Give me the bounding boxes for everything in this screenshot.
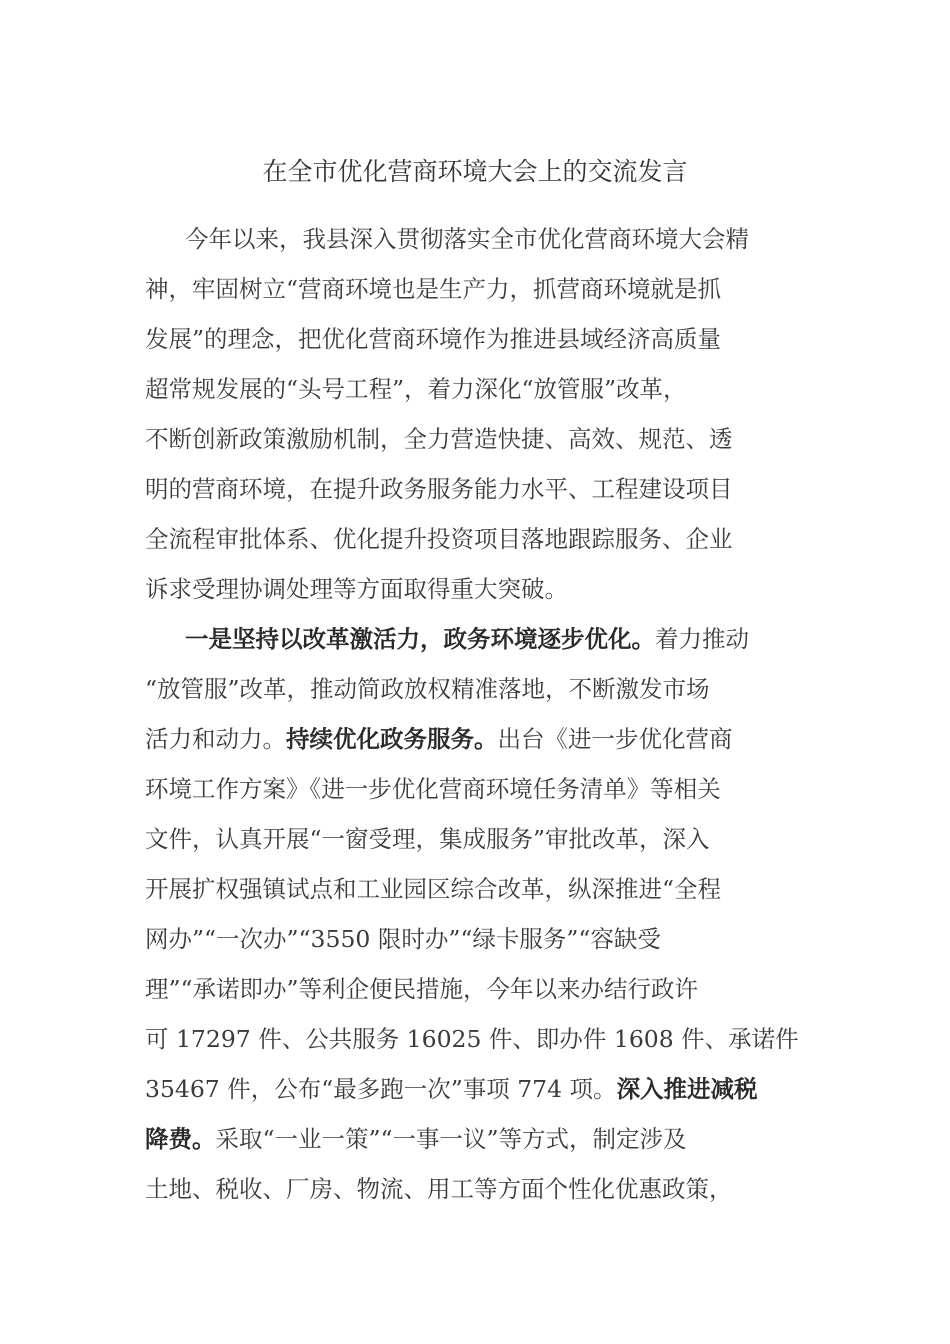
text-line: 不断创新政策激励机制，全力营造快捷、高效、规范、透 (145, 425, 733, 453)
text-run: 着力推动 (655, 625, 749, 653)
paragraph-reform (145, 614, 800, 1214)
text-line: 明的营商环境，在提升政务服务能力水平、工程建设项目 (145, 475, 733, 503)
text-line: 全流程审批体系、优化提升投资项目落地跟踪服务、企业 (145, 525, 733, 553)
text-line: 开展扩权强镇试点和工业园区综合改革，纵深推进“全程 (145, 875, 722, 903)
text-run: 35467 件，公布“最多跑一次”事项 774 项。 (145, 1075, 617, 1103)
text-run: 出台《进一步优化营商 (497, 725, 733, 753)
document-body (145, 214, 800, 1214)
text-line: 神，牢固树立“营商环境也是生产力，抓营商环境就是抓 (145, 275, 722, 303)
text-line (145, 1064, 800, 1114)
text-line: “放管服”改革，推动简政放权精准落地，不断激发市场 (145, 675, 710, 703)
text-line: 发展”的理念，把优化营商环境作为推进县域经济高质量 (145, 325, 722, 353)
text-line: 文件，认真开展“一窗受理，集成服务”审批改革，深入 (145, 825, 710, 853)
text-line: 土地、税收、厂房、物流、用工等方面个性化优惠政策， (145, 1175, 733, 1203)
subsection-heading: 深入推进减税 (616, 1075, 758, 1103)
subsection-heading: 持续优化政务服务。 (286, 725, 498, 753)
paragraph-intro (145, 214, 800, 614)
text-line (145, 1114, 800, 1164)
text-line: 超常规发展的“头号工程”，着力深化“放管服”改革， (145, 375, 687, 403)
subsection-heading: 降费。 (145, 1125, 216, 1153)
text-line: 诉求受理协调处理等方面取得重大突破。 (145, 575, 568, 603)
text-line (145, 614, 800, 664)
text-line: 可 17297 件、公共服务 16025 件、即办件 1608 件、承诺件 (145, 1025, 799, 1053)
text-line: 网办”“一次办”“3550 限时办”“绿卡服务”“容缺受 (145, 925, 661, 953)
text-line: 今年以来，我县深入贯彻落实全市优化营商环境大会精 (185, 225, 749, 253)
text-run: 活力和动力。 (145, 725, 286, 753)
section-heading: 一是坚持以改革激活力，政务环境逐步优化。 (185, 625, 655, 653)
text-line (145, 714, 800, 764)
text-line: 环境工作方案》《进一步优化营商环境任务清单》等相关 (145, 775, 721, 803)
document-title: 在全市优化营商环境大会上的交流发言 (262, 157, 688, 186)
text-line: 理”“承诺即办”等利企便民措施，今年以来办结行政许 (145, 975, 699, 1003)
text-run: 采取“一业一策”“一事一议”等方式，制定涉及 (215, 1125, 687, 1153)
